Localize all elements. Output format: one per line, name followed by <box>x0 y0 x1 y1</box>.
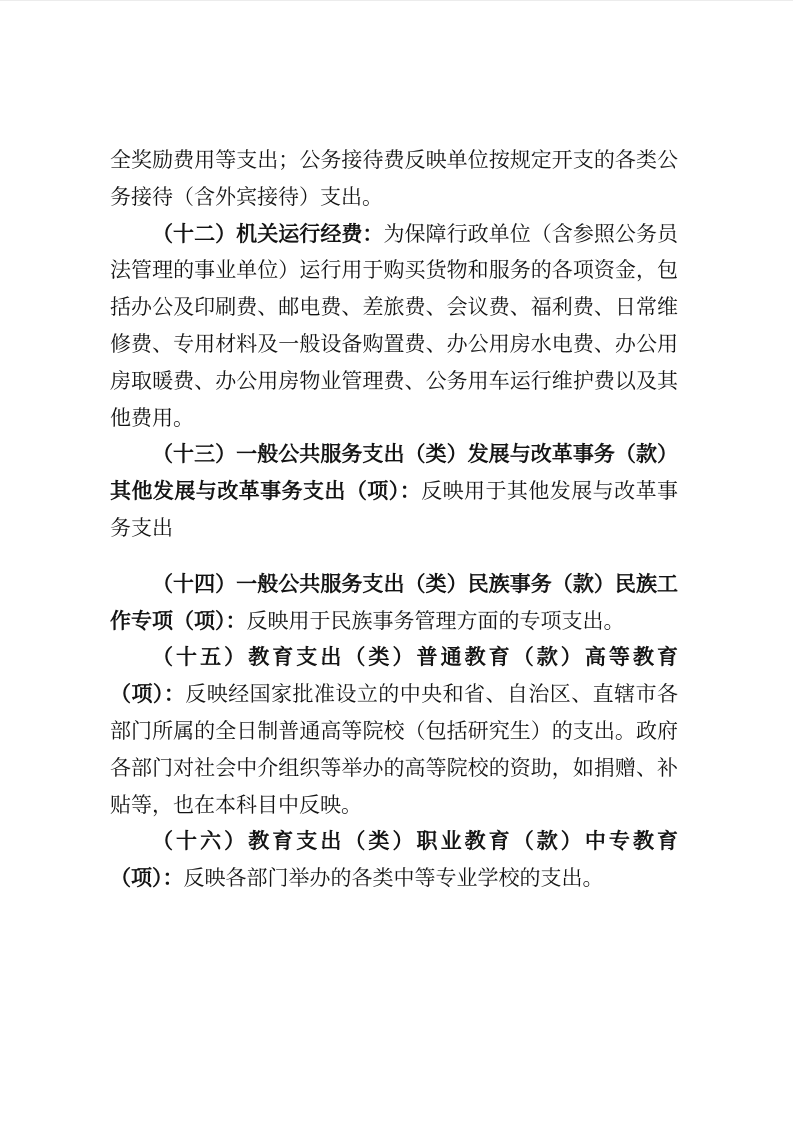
paragraph-heading-text: （十三）一般公共服务支出（类）发展与改革事务（款）其他发展与改革事务支出（项）： <box>110 442 678 504</box>
paragraph-item-14 <box>110 566 678 640</box>
paragraph-body-text: 反映经国家批准设立的中央和省、自治区、直辖市各部门所属的全日制普通高等院校（包括研究生）的支出。政府各部门对社会中介组织等举办的高等院校的资助，如捐赠、补贴等，也在本科目中反映。 <box>110 682 679 817</box>
paragraph-body-text: 反映用于民族事务管理方面的专项支出。 <box>246 608 625 633</box>
paragraph-body-text: 反映用于其他发展与改革事务支出 <box>110 479 679 540</box>
paragraph-heading-text: （十五）教育支出（类）普通教育（款）高等教育（项）： <box>110 645 678 707</box>
paragraph-body-text: 为保障行政单位（含参照公务员法管理的事业单位）运行用于购买货物和服务的各项资金，包括办公及印刷费、邮电费、差旅费、会议费、福利费、日常维修费、专用材料及一般设备购置费、办公用房水电费、办公用房取暖费、办公用房物业管理费、公务用车运行维护费以及其他费用。 <box>110 221 679 430</box>
document-text-block <box>110 142 678 897</box>
paragraph-text: 全奖励费用等支出；公务接待费反映单位按规定开支的各类公务接待（含外宾接待）支出。 <box>110 148 678 209</box>
paragraph-item-13 <box>110 436 678 546</box>
paragraph-heading-text: （十六）教育支出（类）职业教育（款）中专教育（项）： <box>110 829 678 891</box>
paragraph-item-16 <box>110 823 678 897</box>
paragraph-heading-text: （十二）机关运行经费： <box>152 221 384 246</box>
paragraph-body-text: 反映各部门举办的各类中等专业学校的支出。 <box>183 866 604 891</box>
paragraph-item-15 <box>110 639 678 823</box>
paragraph-continuation <box>110 142 678 216</box>
paragraph-item-12 <box>110 216 678 437</box>
paragraph-heading-text: （十四）一般公共服务支出（类）民族事务（款）民族工作专项（项）： <box>110 571 678 633</box>
